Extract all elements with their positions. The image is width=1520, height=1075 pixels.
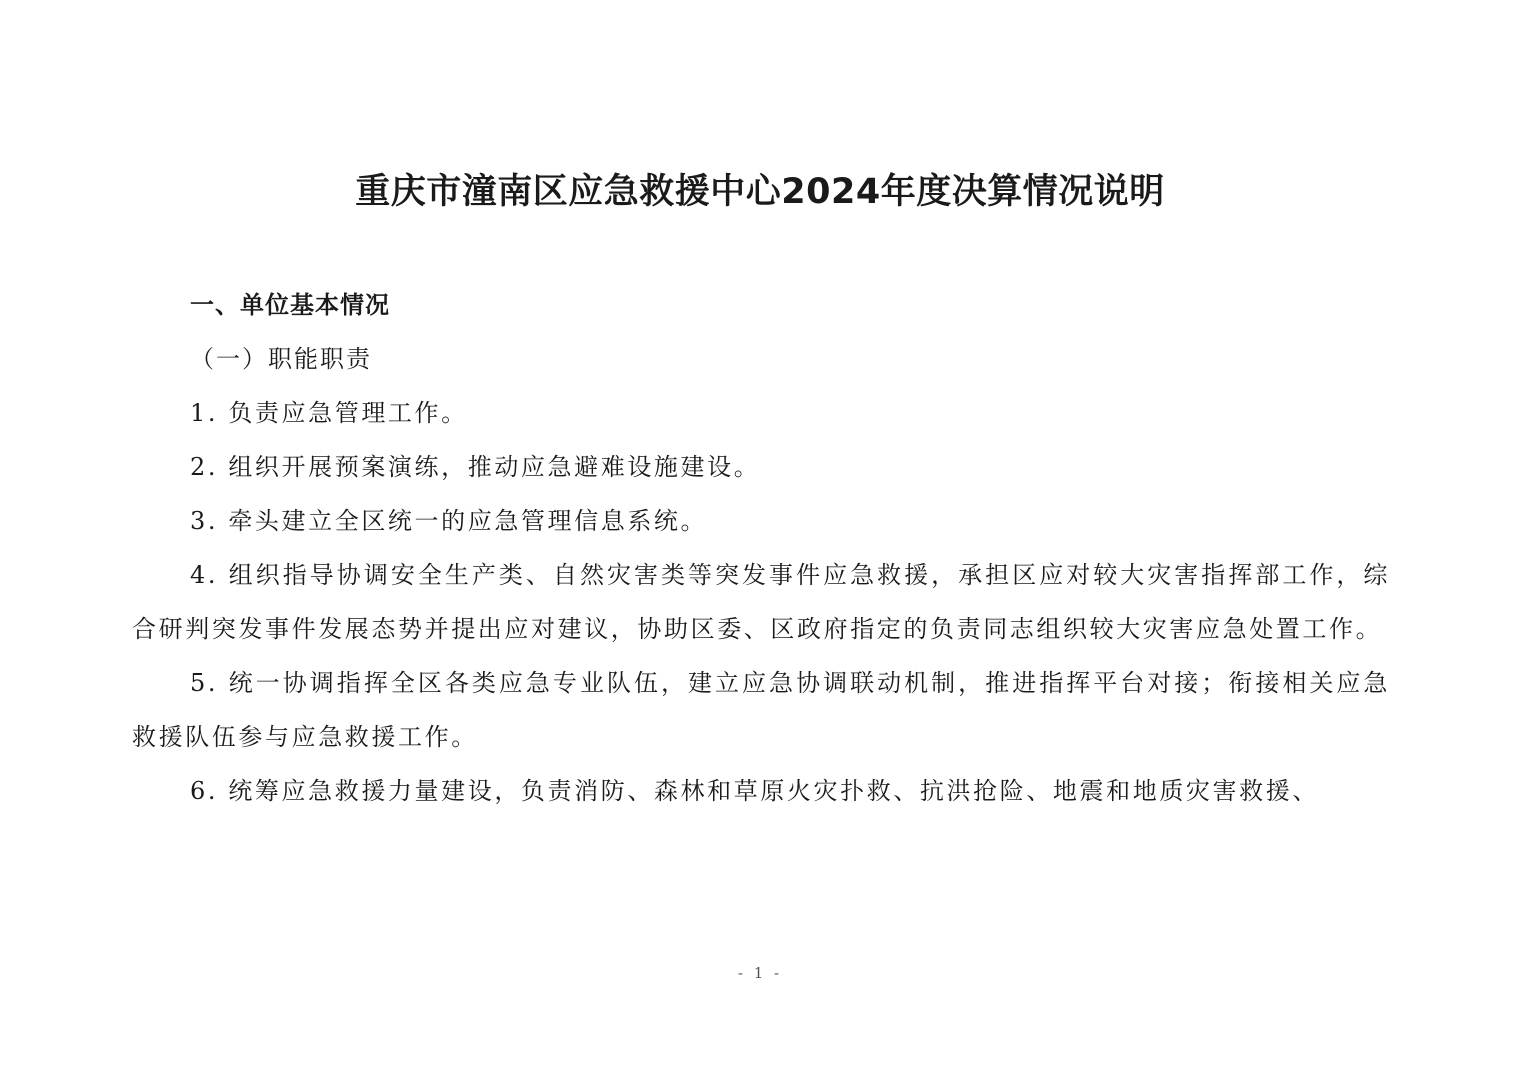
section-heading: 一、单位基本情况	[190, 291, 390, 319]
paragraph-3: 3. 牵头建立全区统一的应急管理信息系统。	[190, 507, 708, 535]
paragraph-2: 2. 组织开展预案演练，推动应急避难设施建设。	[190, 453, 761, 481]
document-body	[132, 278, 1390, 818]
page-number: - 1 -	[737, 964, 783, 982]
document-title: 重庆市潼南区应急救援中心2024年度决算情况说明	[355, 172, 1165, 212]
paragraph-4: 4. 组织指导协调安全生产类、自然灾害类等突发事件应急救援，承担区应对较大灾害指挥部工作，综合研判突发事件发展态势并提出应对建议，协助区委、区政府指定的负责同志组织较大灾害应急处置工作。	[132, 561, 1390, 643]
subsection-heading: （一）职能职责	[190, 345, 372, 373]
paragraph-6: 6. 统筹应急救援力量建设，负责消防、森林和草原火灾扑救、抗洪抢险、地震和地质灾害救援、	[190, 777, 1319, 805]
paragraph-5: 5. 统一协调指挥全区各类应急专业队伍，建立应急协调联动机制，推进指挥平台对接；衔接相关应急救援队伍参与应急救援工作。	[132, 669, 1390, 751]
paragraph-1: 1. 负责应急管理工作。	[190, 399, 468, 427]
